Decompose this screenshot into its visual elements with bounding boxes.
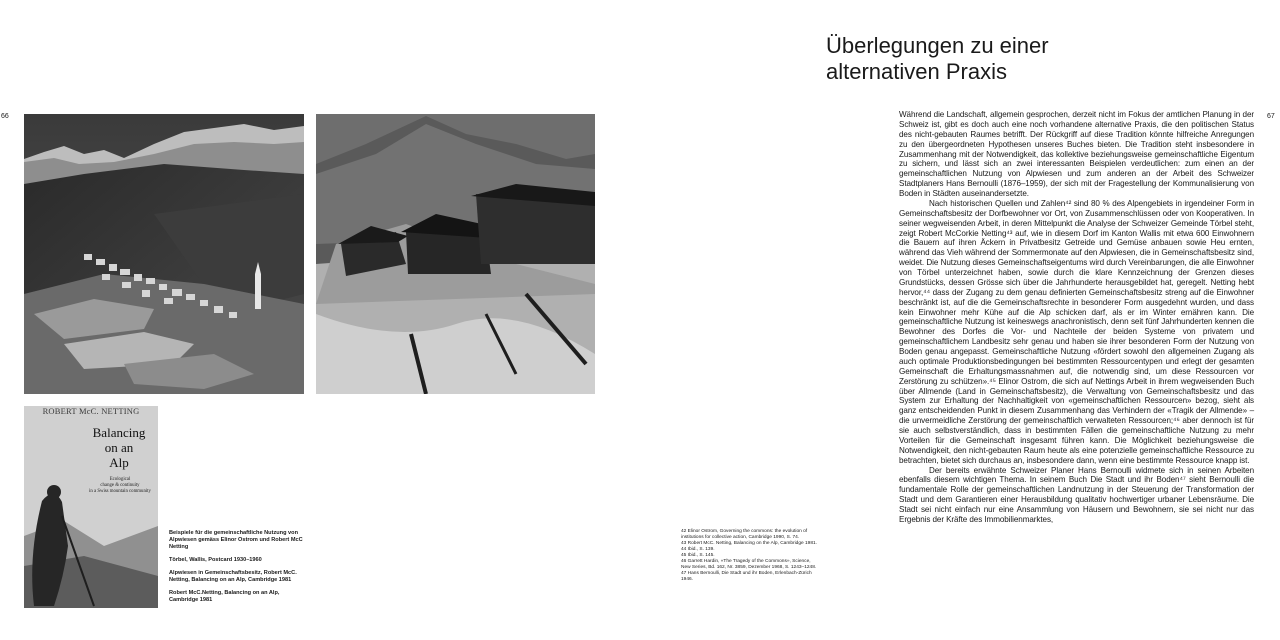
caption-paragraph: Alpwiesen in Gemeinschaftsbesitz, Robert McC. Netting, Balancing on an Alp, Cambridge 1981 bbox=[169, 570, 297, 583]
footnote: 45 Ibid., S. 145. bbox=[681, 553, 715, 559]
body-paragraph: Nach historischen Quellen und Zahlen⁴² sind 80 % des Alpengebiets in irgendeiner Form in Gemeinschaftsbesitz der Dorfbewohner vor Ort, von Zusammenschlüssen oder von Kooperativen. In seiner wegweisenden Arbeit, in deren Mittelpunkt die Analyse der Schweizer Gemeinde Törbel steht, zeigt Robert McCorkie Netting⁴³ auf, wie in diesem Dorf im Kanton Wallis mit etwa 600 Einwohnern die Bauern auf ihren Äckern in Privatbesitz Getreide und Gemüse anbauen sowie Heu ernten, während das Vieh während der Sommermonate auf den Alpwiesen, die in Gemeinschaftsbesitz sind, weidet. Die Nutzung dieses Gemeinschaftseigentums wird durch Vereinbarungen, die alle Einwohner von Törbel unterzeichnet haben, sowie durch die klare Kennzeichnung der Grenzen dieses Grundstücks, dessen Grösse sich über die Jahrhunderte herausgebildet hat, geregelt. Netting hebt hervor,⁴⁴ dass der Zugang zu dem genau definierten Gemeinschaftsbesitz streng auf die Einwohner beschränkt ist, auf die die Gemeinschaftsrechte in besonderer Form ausgedehnt wurden, und dass kein Einwohner mehr Kühe auf die Alp schicken darf, als er im Winter ernähren kann. Die gemeinschaftliche Nutzung ist keineswegs anachronistisch, denn seit fünf Jahrhunderten kennen die Bewohner des Dorfes die Vor- und Nachteile der beiden Systeme von privatem und gemeinschaftlichem Landbesitz sehr genau und haben sie ihrer besonderen Form der Nutzung von Boden genau angepasst. Gemeinschaftliche Nutzung «fördert sowohl den allgemeinen Zugang als auch optimale Produktionsbedingungen bei bestimmten Ressourcentypen und erlegt der gesamten Gemeinschaft die Erhaltungsmassnahmen auf, die notwendig sind, um diese Ressourcen vor Zerstörung zu schützen».⁴⁵ Elinor Ostrom, die sich auf Nettings Arbeit in ihrem wegweisenden Buch über Allmende (Land in Gemeinschaftsbesitz), die Verwaltung von Gemeinschaftsbesitz und das System zur Erhaltung der Nachhaltigkeit von «gemeinschaftlichen Ressourcen» bezog, sieht als ganz entscheidenden Punkt in diesem Zusammenhang das Verhindern der «Tragik der Allmende» – die unvermeidliche Zerstörung der gemeinschaftlich verwalteten Ressourcen;⁴⁶ aber dennoch ist für sie auch selbstverständlich, dass in bestimmten Fällen die gemeinschaftliche Nutzung zu mehr Vorteilen für die Gemeinschaft insgesamt führen kann. Die Möglichkeit beziehungsweise die Notwendigkeit, den nicht-gebauten Raum heute als eine potenzielle gemeinschaftliche Ressource zu betrachten, bietet sich durchaus an, insbesondere dann, wenn eine bestimmte Ressource knapp ist. bbox=[899, 198, 1254, 465]
image-caption bbox=[169, 530, 309, 610]
chapter-heading bbox=[826, 33, 1186, 85]
book-title bbox=[84, 425, 154, 470]
footnote: 46 Garrett Hardin, «The Tragedy of the Commons», Science, New Series, Bd. 162, Nr. 3859, Dezember 1968, S. 1243–1248. bbox=[681, 559, 817, 571]
alp-huts-photo bbox=[316, 114, 595, 394]
footnote: 42 Elinor Ostrom, Governing the commons: the evolution of institutions for collective action, Cambridge 1990, S. 74. bbox=[681, 529, 808, 541]
book-title-line: on an bbox=[104, 440, 134, 455]
book-author: ROBERT McC. NETTING bbox=[42, 406, 140, 416]
book-subtitle-line: in a Swiss mountain community bbox=[89, 489, 151, 495]
book-subtitle-line: Ecological bbox=[109, 477, 131, 482]
footnote: 47 Hans Bernoulli, Die Stadt und ihr Boden, Erlenbach-Zürich 1946. bbox=[681, 571, 812, 583]
book-title-line: Balancing bbox=[92, 425, 146, 440]
village-photo bbox=[24, 114, 304, 394]
caption-paragraph: Robert McC.Netting, Balancing on an Alp, Cambridge 1981 bbox=[169, 590, 280, 603]
body-paragraph: Der bereits erwähnte Schweizer Planer Hans Bernoulli widmete sich in seinen Arbeiten ebenfalls diesem wichtigen Thema. In seinem Buch Die Stadt und ihr Boden⁴⁷ sieht Bernoulli die fundamentale Rolle der gemeinschaftlichen Landnutzung in der Steuerung der Transformation der Stadt und dem Garantieren einer Herausbildung qualitativ hochwertiger urbaner Lebensräume. Die Stadt sei nicht einfach nur eine Ansammlung von Häusern und Bewohnern, sie sei nicht nur das Ergebnis der Kräfte des Immobilienmarktes, bbox=[899, 465, 1254, 524]
book-title-line: Alp bbox=[109, 455, 129, 470]
footnote: 43 Robert McC. Netting, Balancing on the Alp, Cambridge 1981. bbox=[681, 541, 817, 547]
footnotes bbox=[681, 529, 821, 583]
body-text bbox=[899, 110, 1254, 525]
book-cover bbox=[24, 406, 158, 608]
heading-line: Überlegungen zu einer bbox=[826, 33, 1049, 58]
body-paragraph: Während die Landschaft, allgemein gesprochen, derzeit nicht im Fokus der amtlichen Planung in der Schweiz ist, gibt es doch auch eine noch vorhandene alternative Praxis, die den politischen Status des nicht-gebauten Raumes betrifft. Der Rückgriff auf diese Tradition könnte hilfreiche Anregungen zu den übergeordneten Hypothesen unseres Buches bieten. Die Tradition steht insbesondere in Zusammenhang mit der Notwendigkeit, das kollektive beziehungsweise gemeinschaftliche Eigentum zu sichern, und lässt sich an zwei interessanten Beispielen verdeutlichen: zum einen an der gemeinschaftlichen Nutzung von Alpwiesen und zum anderen an der Arbeit des Schweizer Stadtplaners Hans Bernoulli (1876–1959), der sich mit der Fragestellung der Kommunalisierung von Boden in Städten auseinandersetzte. bbox=[899, 110, 1254, 198]
right-page-number: 67 bbox=[1267, 113, 1275, 120]
book-subtitle-line: change & continuity bbox=[100, 483, 140, 489]
footnote: 44 Ibid., S. 139. bbox=[681, 547, 715, 553]
book-subtitle bbox=[82, 477, 158, 496]
heading-line: alternativen Praxis bbox=[826, 59, 1007, 84]
caption-paragraph: Törbel, Wallis, Postcard 1930–1960 bbox=[169, 557, 262, 563]
caption-paragraph: Beispiele für die gemeinschaftliche Nutzung von Alpwiesen gemäss Elinor Ostrom und Robert McC Netting bbox=[169, 530, 303, 550]
left-page-number: 66 bbox=[1, 113, 9, 120]
